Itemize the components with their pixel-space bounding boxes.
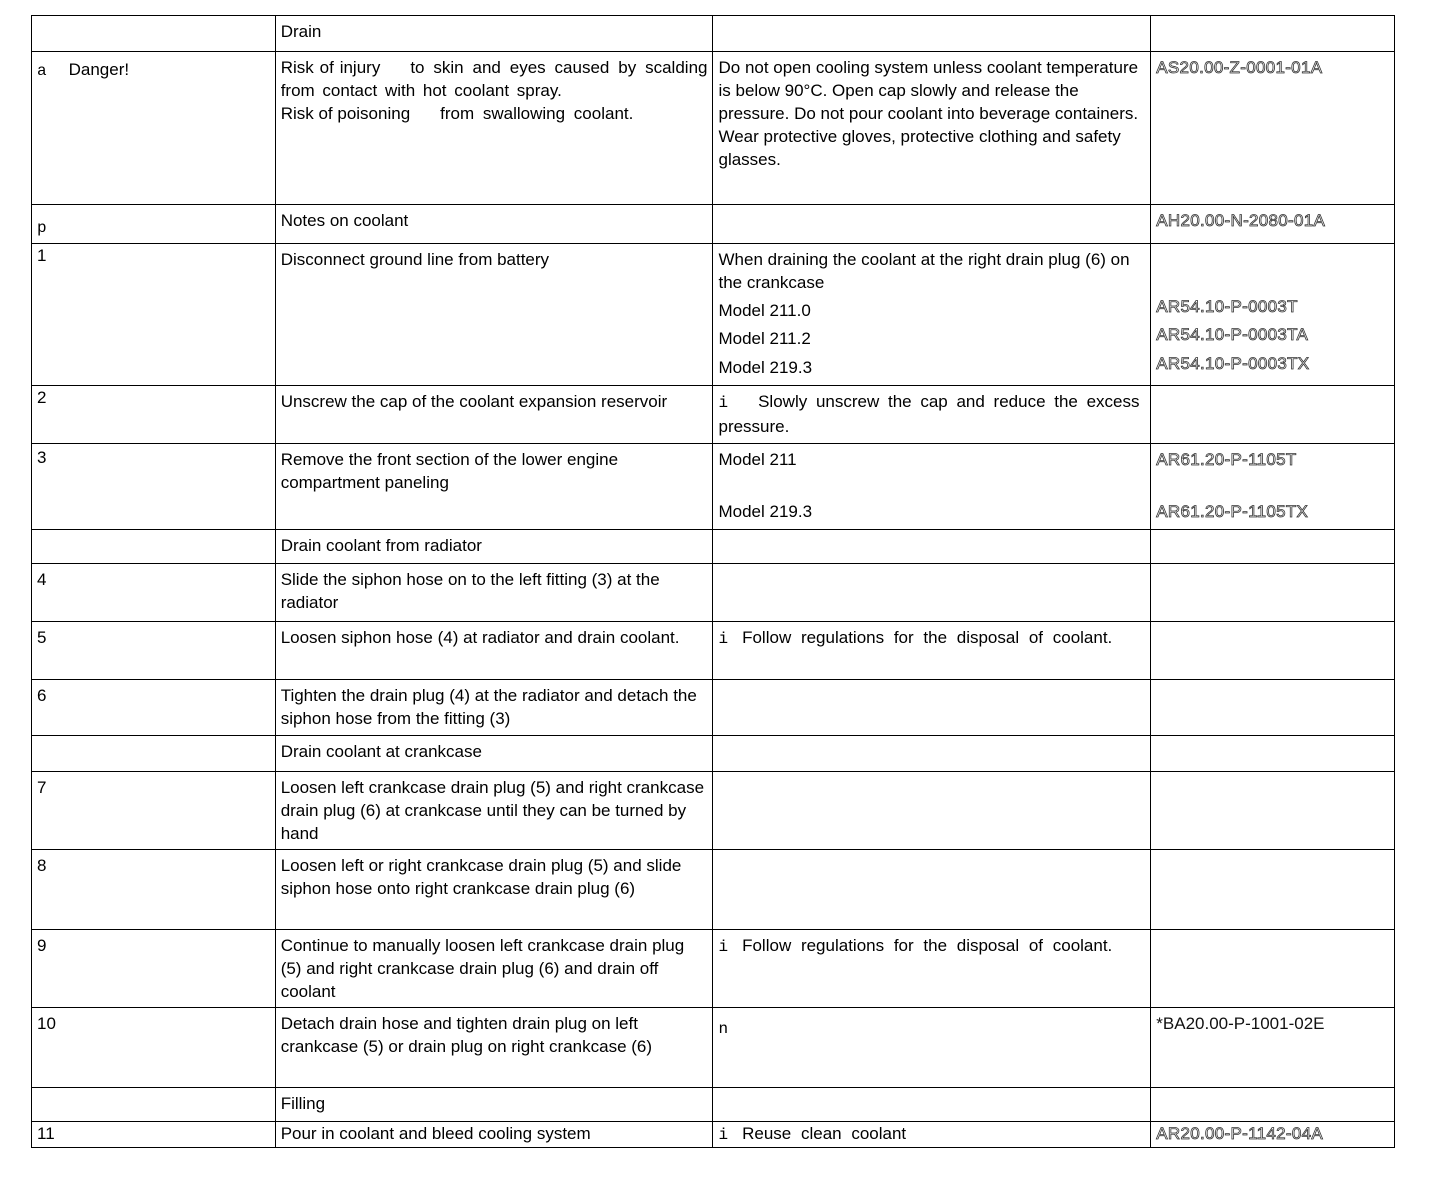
cell-empty	[713, 680, 1151, 736]
step-row-10	[32, 1008, 1395, 1088]
step-number: 4	[32, 564, 276, 622]
step-action: Unscrew the cap of the coolant expansion reservoir	[275, 386, 713, 444]
info-icon: i	[718, 1126, 729, 1144]
step-action: Remove the front section of the lower engine compartment paneling	[275, 444, 713, 530]
ref-link[interactable]: AR61.20-P-1105TX	[1156, 502, 1309, 521]
torque-icon: n	[718, 1020, 729, 1038]
procedure-table	[31, 15, 1395, 1148]
step-row-6	[32, 680, 1395, 736]
section-row-radiator	[32, 530, 1395, 564]
section-title-radiator: Drain coolant from radiator	[275, 530, 713, 564]
ref-link[interactable]: AR54.10-P-0003TX	[1156, 354, 1310, 373]
cell-empty	[713, 736, 1151, 772]
ref-link[interactable]: AR54.10-P-0003TA	[1156, 325, 1309, 344]
step-number: 8	[32, 850, 276, 930]
info-icon: i	[718, 394, 729, 412]
step-note	[713, 1122, 1151, 1148]
step-note-text: When draining the coolant at the right drain plug (6) on the crankcase	[718, 250, 1130, 292]
danger-label: Danger!	[68, 60, 130, 79]
danger-instructions	[713, 52, 1151, 205]
step-action: Disconnect ground line from battery	[275, 244, 713, 386]
step-number: 7	[32, 772, 276, 850]
step-row-8	[32, 850, 1395, 930]
cell-empty	[32, 16, 276, 52]
danger-instructions-text: Do not open cooling system unless coolant temperature is below 90°C. Open cap slowly and release the pressure. Do not pour coolant into beverage containers.	[718, 58, 1139, 123]
step-number: 11	[32, 1122, 276, 1148]
cell-empty	[713, 530, 1151, 564]
risk-poisoning-text: from swallowing coolant.	[440, 104, 634, 123]
cell-empty	[1151, 1088, 1395, 1122]
cell-empty	[1151, 16, 1395, 52]
notes-ref-link[interactable]: AH20.00-N-2080-01A	[1156, 211, 1326, 230]
step-refs	[1151, 444, 1395, 530]
step-number: 1	[32, 244, 276, 386]
step-row-7	[32, 772, 1395, 850]
cell-empty	[1151, 530, 1395, 564]
cell-empty	[1151, 622, 1395, 680]
notes-label: Notes on coolant	[275, 205, 713, 244]
ref-link[interactable]: AR54.10-P-0003T	[1156, 297, 1298, 316]
step-note-text: Follow regulations for the disposal of coolant.	[742, 936, 1113, 955]
model-label: Model 211.2	[718, 329, 811, 348]
model-label: Model 219.3	[718, 358, 813, 377]
step-note-text: Slowly unscrew the cap and reduce the excess pressure.	[718, 392, 1140, 436]
cell-empty	[1151, 772, 1395, 850]
cell-empty	[32, 736, 276, 772]
step-row-2	[32, 386, 1395, 444]
cell-empty	[713, 850, 1151, 930]
step-note	[713, 1008, 1151, 1088]
danger-cell	[32, 52, 276, 205]
step-action: Tighten the drain plug (4) at the radiator and detach the siphon hose from the fitting (3)	[275, 680, 713, 736]
step-note	[713, 386, 1151, 444]
cell-empty	[1151, 386, 1395, 444]
step-row-9	[32, 930, 1395, 1008]
step-action: Continue to manually loosen left crankcase drain plug (5) and right crankcase drain plug (6) and drain off coolant	[275, 930, 713, 1008]
danger-symbol-icon: a	[37, 62, 47, 80]
notes-ref-cell	[1151, 205, 1395, 244]
step-refs	[1151, 244, 1395, 386]
step-action: Detach drain hose and tighten drain plug on left crankcase (5) or drain plug on right crankcase (6)	[275, 1008, 713, 1088]
danger-ppe-text: Wear protective gloves, protective clothing and safety glasses.	[718, 127, 1121, 169]
info-icon: i	[718, 630, 729, 648]
step-note	[713, 244, 1151, 386]
risk-poisoning-heading: Risk of poisoning	[280, 104, 411, 123]
model-label: Model 219.3	[718, 502, 813, 521]
step-number: 3	[32, 444, 276, 530]
cell-empty	[713, 772, 1151, 850]
step-refs	[1151, 1122, 1395, 1148]
step-number: 10	[32, 1008, 276, 1088]
cell-empty	[32, 1088, 276, 1122]
section-row-filling	[32, 1088, 1395, 1122]
section-title-drain: Drain	[275, 16, 713, 52]
notes-symbol-cell	[32, 205, 276, 244]
ref-link[interactable]: AR61.20-P-1105T	[1156, 450, 1297, 469]
step-action: Loosen left or right crankcase drain plug (5) and slide siphon hose onto right crankcase drain plug (6)	[275, 850, 713, 930]
step-number: 6	[32, 680, 276, 736]
info-icon: i	[718, 938, 729, 956]
step-note	[713, 444, 1151, 530]
cell-empty	[1151, 736, 1395, 772]
cell-empty	[1151, 930, 1395, 1008]
cell-empty	[713, 564, 1151, 622]
step-action: Slide the siphon hose on to the left fitting (3) at the radiator	[275, 564, 713, 622]
step-note-text: Follow regulations for the disposal of coolant.	[742, 628, 1113, 647]
cell-empty	[32, 530, 276, 564]
section-row-crankcase	[32, 736, 1395, 772]
ref-link[interactable]: *BA20.00-P-1001-02E	[1156, 1014, 1325, 1033]
step-number: 9	[32, 930, 276, 1008]
step-row-4	[32, 564, 1395, 622]
step-row-11	[32, 1122, 1395, 1148]
cell-empty	[1151, 564, 1395, 622]
step-note	[713, 622, 1151, 680]
cell-empty	[713, 1088, 1151, 1122]
cell-empty	[713, 205, 1151, 244]
step-note-text: Reuse clean coolant	[742, 1124, 907, 1143]
cell-empty	[1151, 680, 1395, 736]
cell-empty	[713, 16, 1151, 52]
step-row-3	[32, 444, 1395, 530]
model-label: Model 211	[718, 450, 797, 469]
step-number: 2	[32, 386, 276, 444]
notes-row	[32, 205, 1395, 244]
step-refs	[1151, 1008, 1395, 1088]
step-number: 5	[32, 622, 276, 680]
step-row-5	[32, 622, 1395, 680]
ref-link[interactable]: AR20.00-P-1142-04A	[1156, 1124, 1323, 1143]
cell-empty	[1151, 850, 1395, 930]
danger-row	[32, 52, 1395, 205]
step-note	[713, 930, 1151, 1008]
step-action: Loosen siphon hose (4) at radiator and drain coolant.	[275, 622, 713, 680]
danger-risks	[275, 52, 713, 205]
risk-injury-text: to skin and eyes caused by scalding from contact with hot coolant spray.	[280, 58, 708, 100]
step-action: Pour in coolant and bleed cooling system	[275, 1122, 713, 1148]
section-title-filling: Filling	[275, 1088, 713, 1122]
risk-injury-heading: Risk of injury	[280, 58, 381, 77]
danger-ref-link[interactable]: AS20.00-Z-0001-01A	[1156, 58, 1323, 77]
danger-ref-cell	[1151, 52, 1395, 205]
step-action: Loosen left crankcase drain plug (5) and right crankcase drain plug (6) at crankcase until they can be turned by hand	[275, 772, 713, 850]
model-label: Model 211.0	[718, 301, 811, 320]
section-title-crankcase: Drain coolant at crankcase	[275, 736, 713, 772]
section-row-drain	[32, 16, 1395, 52]
step-row-1	[32, 244, 1395, 386]
notes-symbol-icon: p	[37, 219, 47, 237]
